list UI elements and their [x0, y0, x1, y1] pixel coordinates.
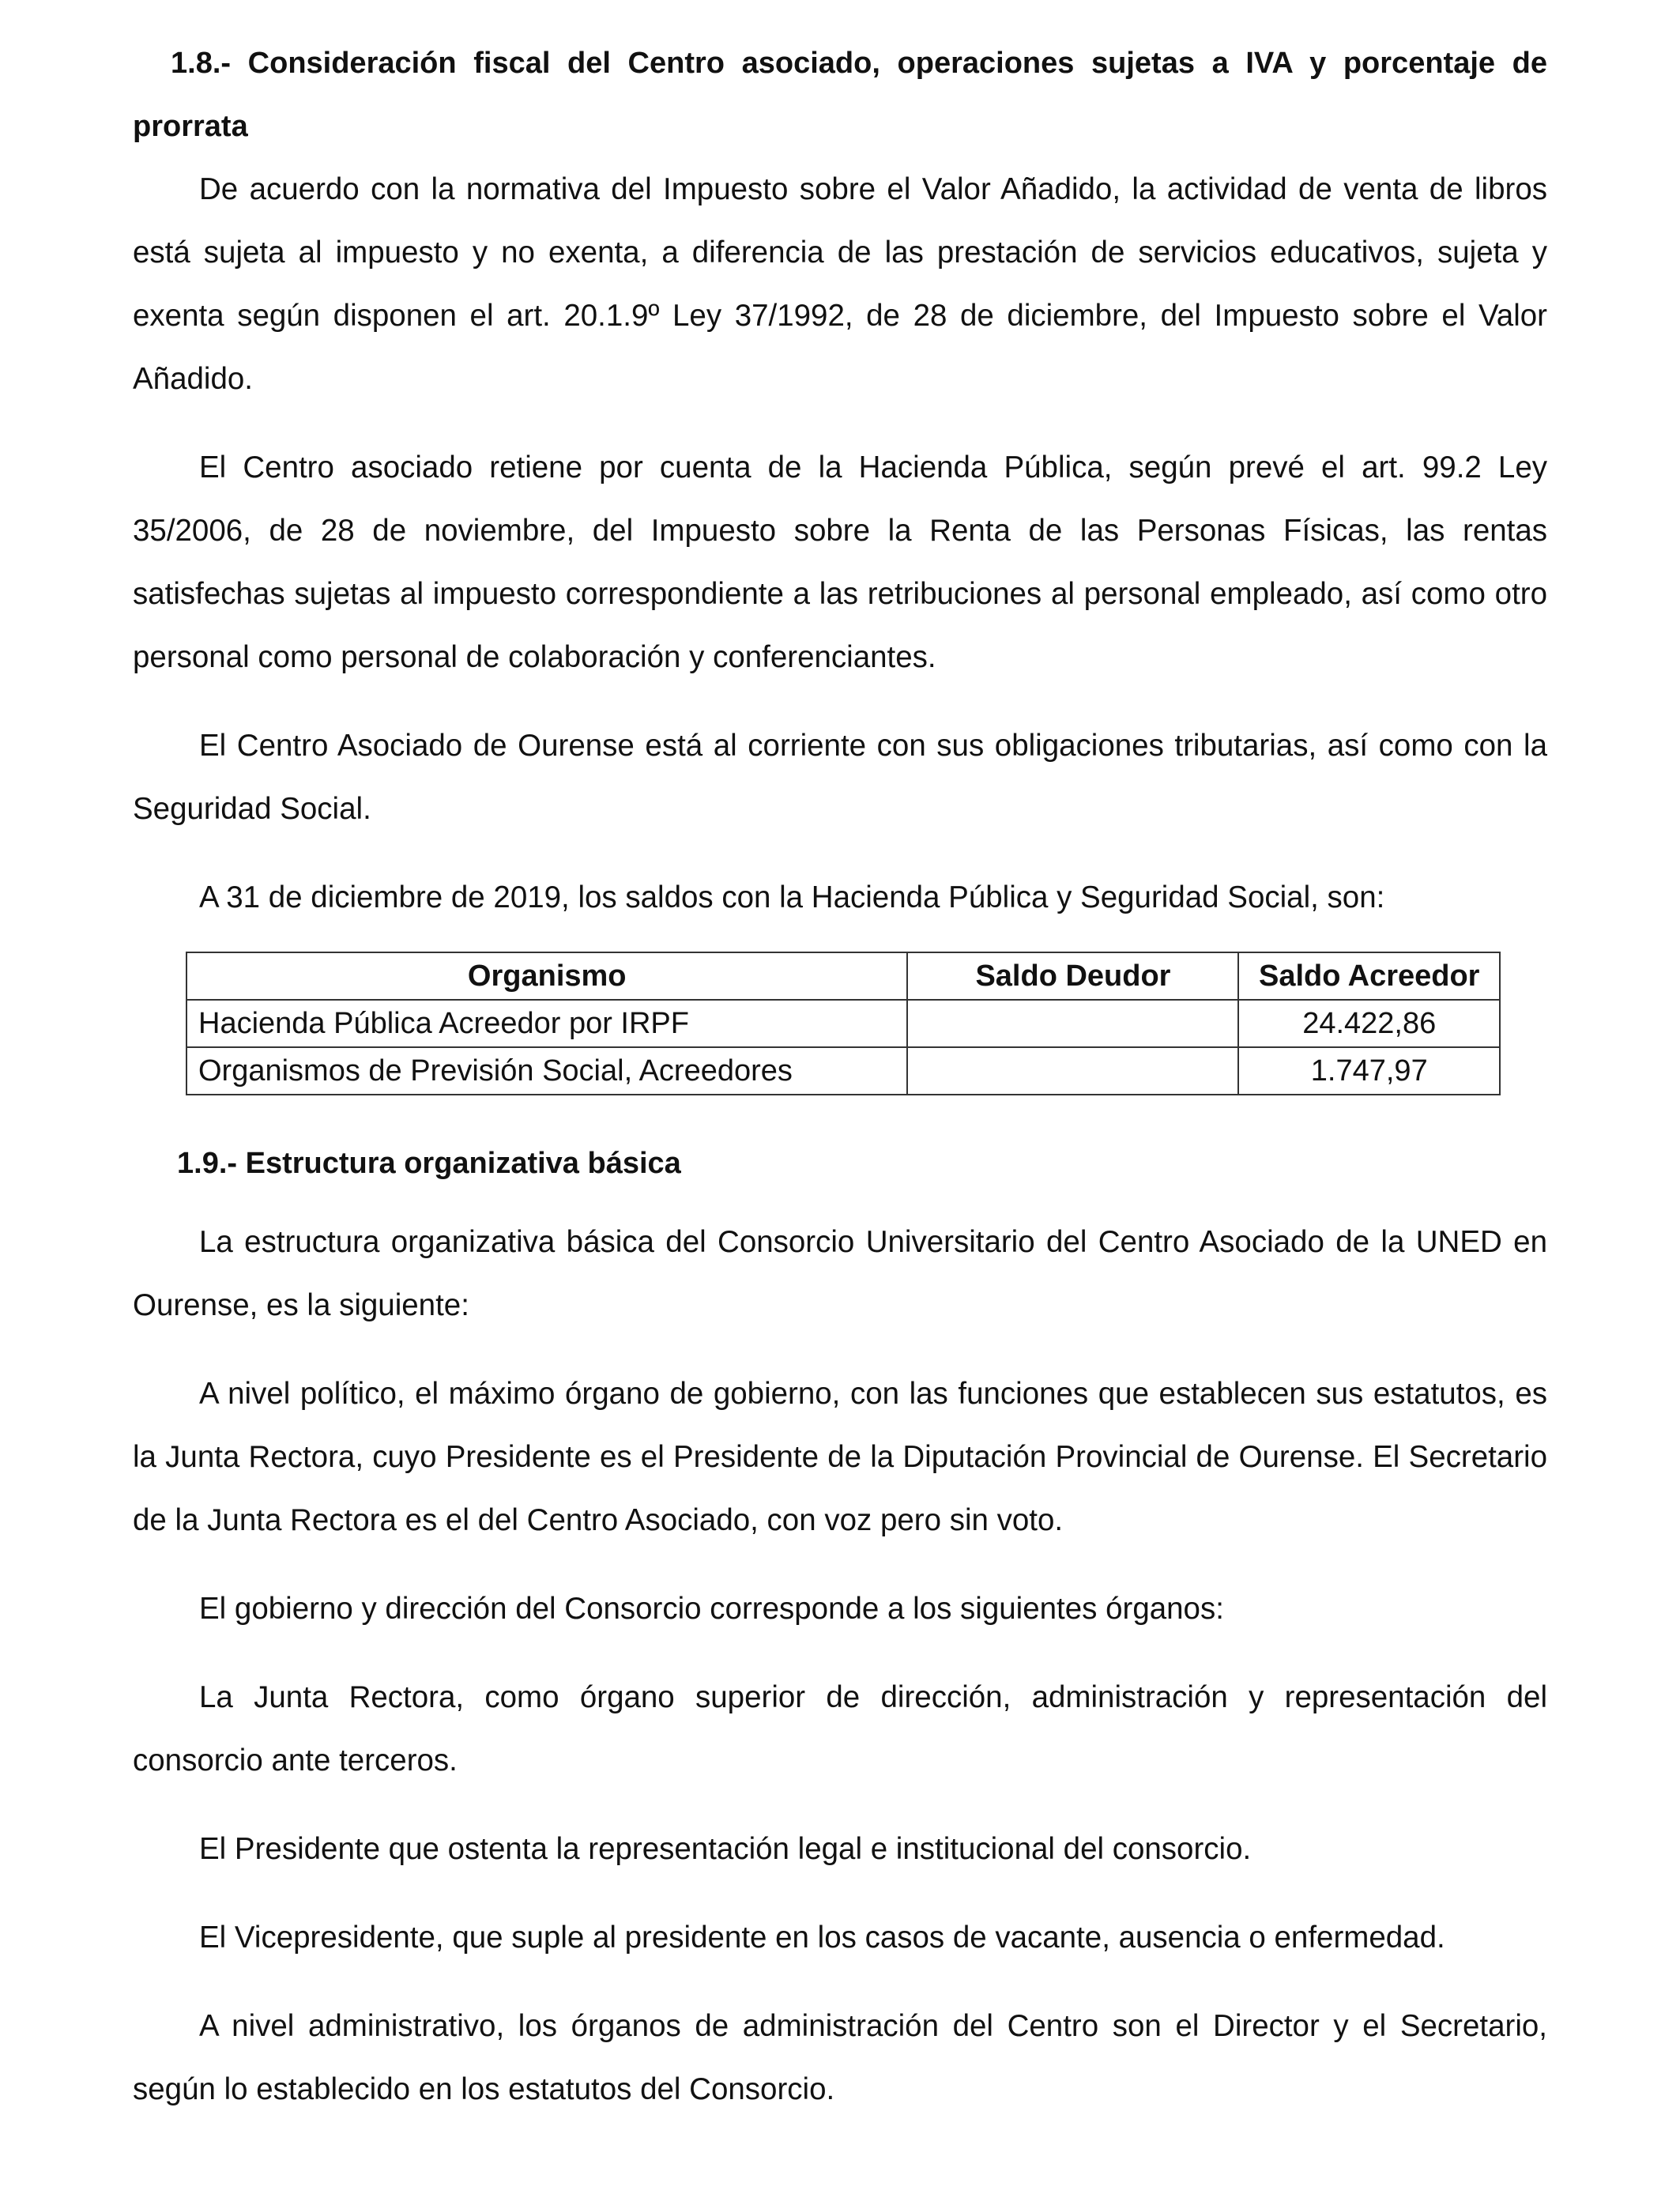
paragraph-administrative-level: A nivel administrativo, los órganos de administración del Centro son el Director y el Secretario, según lo establecido en los estatutos del Consorcio.: [133, 2009, 1547, 2106]
paragraph-iva-activity: De acuerdo con la normativa del Impuesto sobre el Valor Añadido, la actividad de venta de libros está sujeta al impuesto y no exenta, a diferencia de las prestación de servicios educativos, sujeta y exenta según disponen el art. 20.1.9º Ley 37/1992, de 28 de diciembre, del Impuesto sobre el Valor Añadido.: [133, 172, 1547, 396]
column-header-saldo-deudor: Saldo Deudor: [907, 952, 1238, 1000]
table-cell-organismo: Hacienda Pública Acreedor por IRPF: [186, 1000, 907, 1047]
section-1-8-heading: 1.8.- Consideración fiscal del Centro asociado, operaciones sujetas a IVA y porcentaje de prorrata: [133, 47, 1547, 143]
table-row: [186, 1000, 1500, 1047]
balances-table: [186, 952, 1501, 1095]
table-row: [186, 1047, 1500, 1095]
column-header-saldo-acreedor: Saldo Acreedor: [1238, 952, 1500, 1000]
paragraph-vicepresidente: El Vicepresidente, que suple al presidente en los casos de vacante, ausencia o enfermedad.: [199, 1921, 1445, 1955]
column-header-organismo: Organismo: [186, 952, 907, 1000]
table-cell-saldo-deudor: [907, 1000, 1238, 1047]
paragraph-governing-bodies: El gobierno y dirección del Consorcio corresponde a los siguientes órganos:: [199, 1592, 1224, 1626]
paragraph-balances-intro: A 31 de diciembre de 2019, los saldos con la Hacienda Pública y Seguridad Social, son:: [199, 880, 1385, 914]
table-cell-saldo-deudor: [907, 1047, 1238, 1095]
document-page: [133, 32, 1547, 2147]
table-cell-saldo-acreedor: 1.747,97: [1238, 1047, 1500, 1095]
paragraph-tax-compliance: El Centro Asociado de Ourense está al corriente con sus obligaciones tributarias, así como con la Seguridad Social.: [133, 729, 1547, 826]
table-header-row: [186, 952, 1500, 1000]
paragraph-junta-rectora: La Junta Rectora, como órgano superior de dirección, administración y representación del consorcio ante terceros.: [133, 1680, 1547, 1777]
paragraph-political-level: A nivel político, el máximo órgano de gobierno, con las funciones que establecen sus estatutos, es la Junta Rectora, cuyo Presidente es el Presidente de la Diputación Provincial de Ourense. El Secretario de la Junta Rectora es el del Centro Asociado, con voz pero sin voto.: [133, 1377, 1547, 1537]
paragraph-structure-intro: La estructura organizativa básica del Consorcio Universitario del Centro Asociado de la UNED en Ourense, es la siguiente:: [133, 1225, 1547, 1322]
paragraph-presidente: El Presidente que ostenta la representación legal e institucional del consorcio.: [199, 1832, 1252, 1866]
section-1-9-heading: 1.9.- Estructura organizativa básica: [177, 1147, 681, 1180]
table-cell-saldo-acreedor: 24.422,86: [1238, 1000, 1500, 1047]
table-cell-organismo: Organismos de Previsión Social, Acreedores: [186, 1047, 907, 1095]
paragraph-irpf-retention: El Centro asociado retiene por cuenta de la Hacienda Pública, según prevé el art. 99.2 Ley 35/2006, de 28 de noviembre, del Impuesto sobre la Renta de las Personas Físicas, las rentas satisfechas sujetas al impuesto correspondiente a las retribuciones al personal empleado, así como otro personal como personal de colaboración y conferenciantes.: [133, 450, 1547, 674]
